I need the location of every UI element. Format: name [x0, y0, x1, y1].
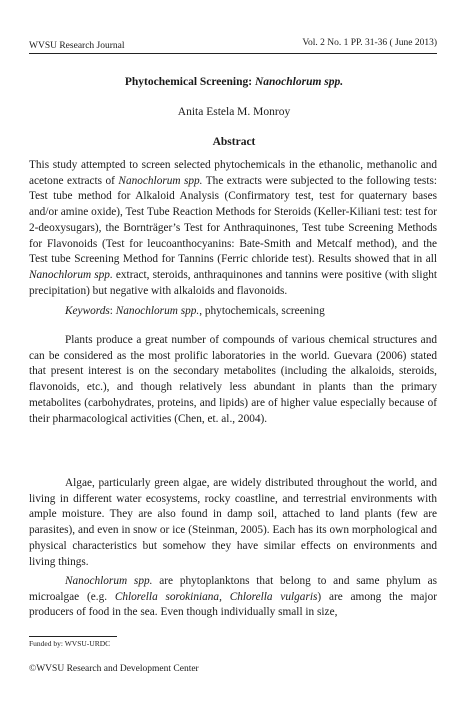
abstract-heading: Abstract [212, 136, 256, 148]
funding-footnote: Funded by: WVSU-URDC [29, 639, 111, 648]
keywords-list: , phytochemicals, screening [199, 305, 325, 317]
abstract-part: The extracts were subjected to the following tests: Test tube method for Alkaloid Analysis (Confirmatory test, test for quaternary bases and/or amine oxide), Test Tube Reaction Methods for Steroids (Keller-Kiliani test: test for 2-deoxysugars), the Bornträger’s Test for Anthraquinones, Test tube Screening Methods for Flavonoids (Test for leucoanthocyanins: Bate-Smith and Metcalf method), and the Test tube Screening Method for Tannins (Ferric chloride test). Results showed that in all [29, 174, 437, 266]
keywords-label: Keywords [65, 305, 110, 317]
abstract-species: Nanochlorum spp. [118, 174, 203, 187]
journal-citation: Vol. 2 No. 1 PP. 31-36 ( June 2013) [302, 38, 437, 48]
header-rule [29, 53, 437, 54]
paper-title [0, 76, 468, 88]
footnote-rule [29, 636, 117, 637]
body-paragraph-1: Plants produce a great number of compounds of various chemical structures and can be considered as the most prolific laboratories in the world. Guevara (2006) stated that present interest is on the secondary metabolites (including the alkaloids, steroids, flavonoids, etc.), and though relatively less abundant in plants than the primary metabolites (carbohydrates, proteins, and lipids) are of higher value especially because of their pharmacological activities (Chen, et. al., 2004). [29, 334, 437, 425]
para3-species: Nanochlorum spp. [65, 575, 153, 587]
abstract-text [29, 158, 437, 299]
keywords-separator: : [109, 305, 116, 317]
title-species: Nanochlorum spp. [254, 76, 344, 88]
para3-species: Chlorella sorokiniana [114, 590, 220, 603]
keywords-line [29, 304, 437, 320]
para3-text: ) are among the major producers of food in the sea. Even though individually small in size, [29, 590, 437, 619]
title-prefix: Phytochemical Screening: [124, 76, 255, 88]
abstract-part: extract, steroids, anthraquinones and tannins were positive (with slight precipitation) but negative with alkaloids and flavonoids. [29, 268, 438, 297]
abstract-part: This study attempted to screen selected phytochemicals in the ethanolic, methanolic and acetone extracts of [29, 159, 437, 187]
page-footer: ©WVSU Research and Development Center [29, 664, 199, 674]
para3-text: are phytoplanktons that belong to and same phylum as microalgae (e.g. [29, 575, 437, 603]
body-paragraph-3 [29, 574, 437, 621]
para3-species: Chlorella vulgaris [229, 590, 318, 603]
keywords-species: Nanochlorum spp. [115, 305, 200, 317]
para3-text: , [219, 590, 230, 603]
journal-name: WVSU Research Journal [29, 41, 125, 51]
abstract-species: Nanochlorum spp. [29, 268, 113, 281]
author-name: Anita Estela M. Monroy [177, 106, 291, 118]
body-paragraph-2: Algae, particularly green algae, are widely distributed throughout the world, and living in different water ecosystems, rocky coastline, and terrestrial environments with ample moisture. They are also found in damp soil, attached to land plants (few are parasites), and even in snow or ice (Steinman, 2005). Each has its own morphological and physical characteristics but somehow they have similar effects on environments and living things. [29, 477, 437, 568]
